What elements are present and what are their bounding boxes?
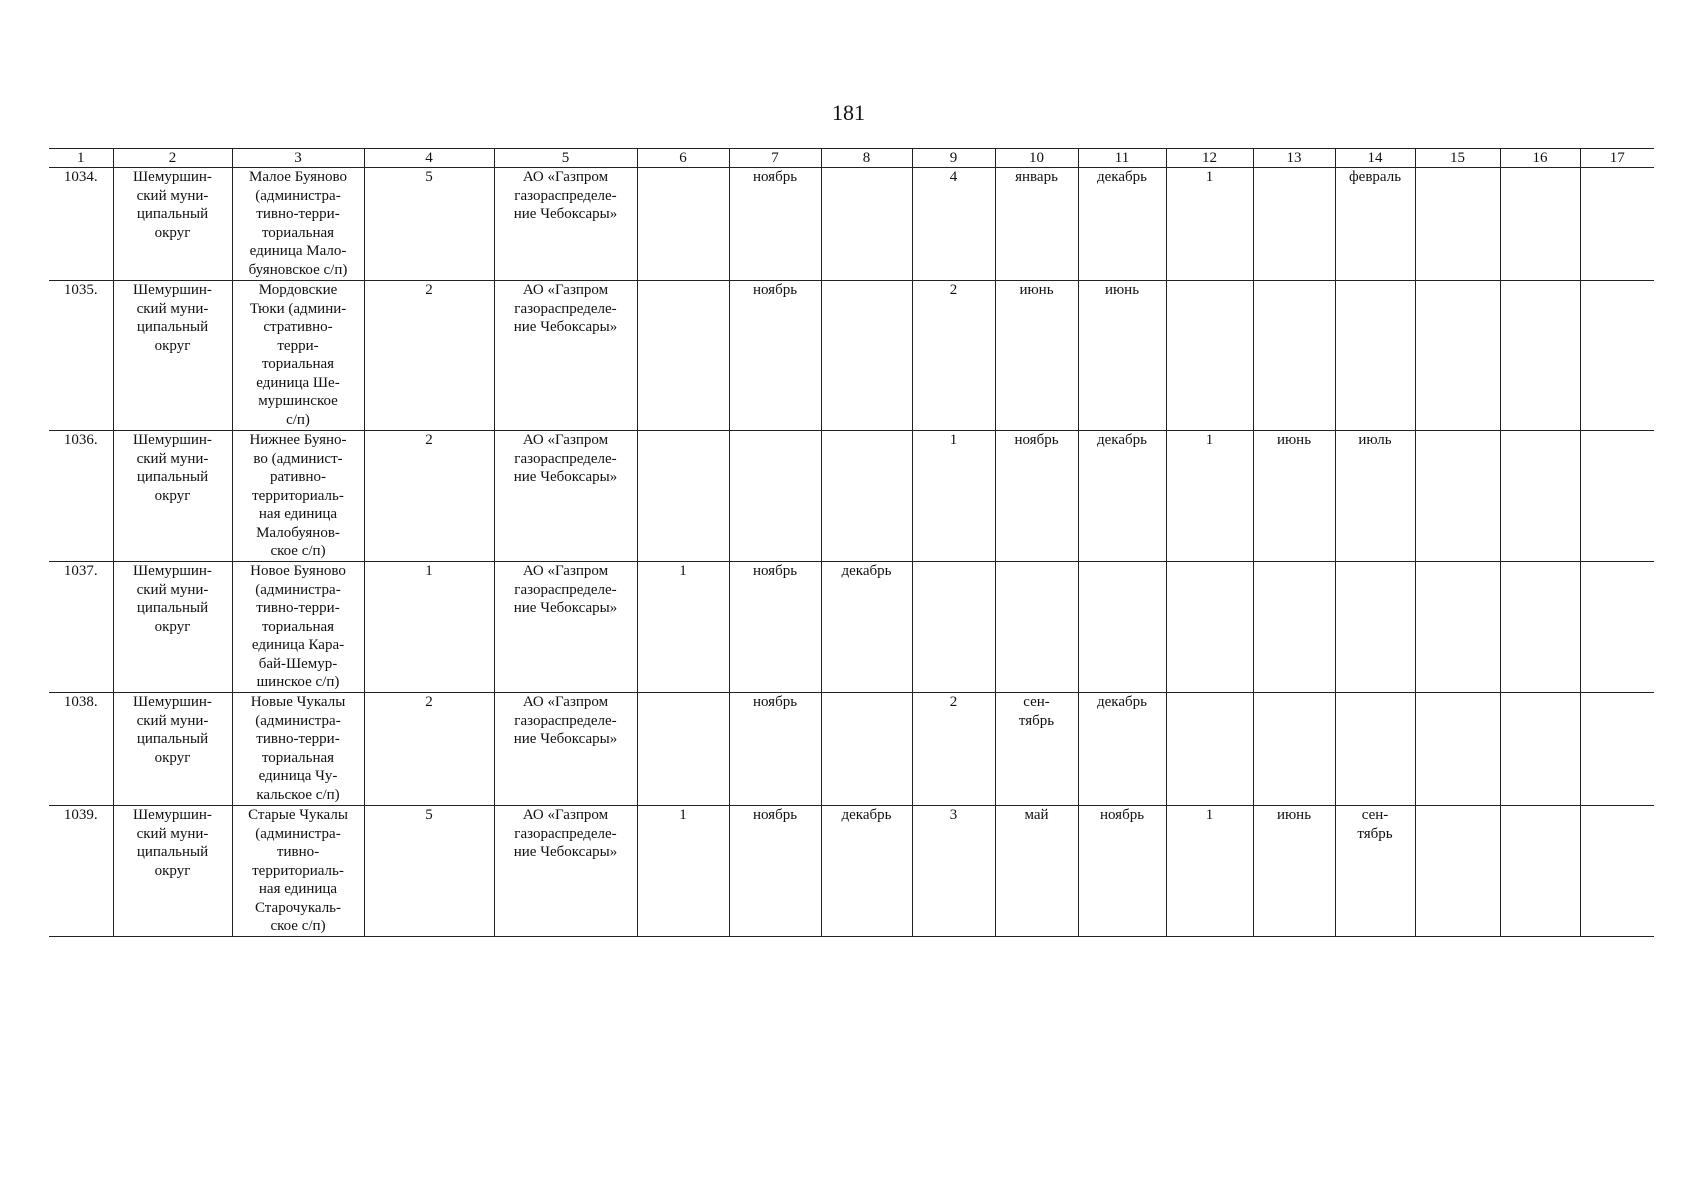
col9-cell: 2 [912,281,995,431]
column-header: 14 [1335,149,1415,168]
col17-cell [1580,168,1654,281]
col13-cell [1253,281,1335,431]
district-cell: Шемуршин- ский муни- ципальный округ [113,168,232,281]
count-cell: 2 [364,281,494,431]
column-header: 10 [995,149,1078,168]
col6-cell [637,168,729,281]
col15-cell [1415,693,1500,806]
col14-cell: февраль [1335,168,1415,281]
col17-cell [1580,431,1654,562]
col7-cell: ноябрь [729,562,821,693]
col13-cell: июнь [1253,431,1335,562]
col17-cell [1580,693,1654,806]
row-number: 1038. [49,693,113,806]
col16-cell [1500,693,1580,806]
col15-cell [1415,562,1500,693]
col14-cell [1335,281,1415,431]
count-cell: 2 [364,693,494,806]
col17-cell [1580,281,1654,431]
row-number: 1036. [49,431,113,562]
col12-cell: 1 [1166,806,1253,937]
col16-cell [1500,431,1580,562]
organization-cell: АО «Газпром газораспределе- ние Чебоксары» [494,693,637,806]
column-header: 1 [49,149,113,168]
table-row [49,431,1654,562]
organization-cell: АО «Газпром газораспределе- ние Чебоксары» [494,168,637,281]
col9-cell: 1 [912,431,995,562]
col11-cell: декабрь [1078,431,1166,562]
column-header: 7 [729,149,821,168]
row-number: 1037. [49,562,113,693]
col10-cell: январь [995,168,1078,281]
count-cell: 5 [364,806,494,937]
col13-cell [1253,693,1335,806]
col14-cell [1335,562,1415,693]
col10-cell: ноябрь [995,431,1078,562]
table-row [49,806,1654,937]
col8-cell [821,281,912,431]
column-header: 15 [1415,149,1500,168]
row-number: 1034. [49,168,113,281]
district-cell: Шемуршин- ский муни- ципальный округ [113,806,232,937]
col6-cell [637,281,729,431]
col10-cell: май [995,806,1078,937]
col16-cell [1500,806,1580,937]
data-table [49,148,1654,937]
column-header: 13 [1253,149,1335,168]
col9-cell: 4 [912,168,995,281]
col13-cell [1253,562,1335,693]
count-cell: 2 [364,431,494,562]
col10-cell: июнь [995,281,1078,431]
district-cell: Шемуршин- ский муни- ципальный округ [113,281,232,431]
table-row [49,168,1654,281]
column-header: 12 [1166,149,1253,168]
organization-cell: АО «Газпром газораспределе- ние Чебоксары» [494,281,637,431]
col14-cell: сен- тябрь [1335,806,1415,937]
column-header: 16 [1500,149,1580,168]
col12-cell: 1 [1166,431,1253,562]
col13-cell: июнь [1253,806,1335,937]
col16-cell [1500,168,1580,281]
col15-cell [1415,168,1500,281]
col7-cell: ноябрь [729,806,821,937]
column-header: 5 [494,149,637,168]
page-number: 181 [832,100,865,125]
column-header: 3 [232,149,364,168]
column-header: 17 [1580,149,1654,168]
col7-cell: ноябрь [729,281,821,431]
col12-cell: 1 [1166,168,1253,281]
col17-cell [1580,806,1654,937]
organization-cell: АО «Газпром газораспределе- ние Чебоксары» [494,806,637,937]
col14-cell: июль [1335,431,1415,562]
column-header: 11 [1078,149,1166,168]
column-header: 8 [821,149,912,168]
col10-cell [995,562,1078,693]
col11-cell: ноябрь [1078,806,1166,937]
district-cell: Шемуршин- ский муни- ципальный округ [113,431,232,562]
column-number-row [49,149,1654,168]
col8-cell: декабрь [821,806,912,937]
col8-cell [821,431,912,562]
table-body [49,168,1654,937]
col6-cell [637,693,729,806]
col13-cell [1253,168,1335,281]
settlement-cell: Малое Буяново (администра- тивно-терри- ториальная единица Мало- буяновское с/п) [232,168,364,281]
settlement-cell: Мордовские Тюки (админи- стративно- терри- ториальная единица Ше- муршинское с/п) [232,281,364,431]
col11-cell: декабрь [1078,693,1166,806]
count-cell: 5 [364,168,494,281]
column-header: 9 [912,149,995,168]
column-header: 2 [113,149,232,168]
col8-cell: декабрь [821,562,912,693]
col7-cell [729,431,821,562]
table-row [49,693,1654,806]
col11-cell: июнь [1078,281,1166,431]
col8-cell [821,168,912,281]
row-number: 1039. [49,806,113,937]
organization-cell: АО «Газпром газораспределе- ние Чебоксары» [494,431,637,562]
settlement-cell: Нижнее Буяно- во (админист- ративно- территориаль- ная единица Малобуянов- ское с/п) [232,431,364,562]
col10-cell: сен- тябрь [995,693,1078,806]
table-row [49,281,1654,431]
col6-cell: 1 [637,562,729,693]
col17-cell [1580,562,1654,693]
col12-cell [1166,693,1253,806]
col15-cell [1415,806,1500,937]
row-number: 1035. [49,281,113,431]
settlement-cell: Новые Чукалы (администра- тивно-терри- ториальная единица Чу- кальское с/п) [232,693,364,806]
district-cell: Шемуршин- ский муни- ципальный округ [113,562,232,693]
col12-cell [1166,562,1253,693]
col8-cell [821,693,912,806]
col9-cell: 3 [912,806,995,937]
col11-cell [1078,562,1166,693]
column-header: 6 [637,149,729,168]
settlement-cell: Новое Буяново (администра- тивно-терри- ториальная единица Кара- бай-Шемур- шинское с/п) [232,562,364,693]
col11-cell: декабрь [1078,168,1166,281]
col15-cell [1415,281,1500,431]
col16-cell [1500,281,1580,431]
col14-cell [1335,693,1415,806]
count-cell: 1 [364,562,494,693]
col7-cell: ноябрь [729,168,821,281]
col12-cell [1166,281,1253,431]
col6-cell [637,431,729,562]
col9-cell: 2 [912,693,995,806]
column-header: 4 [364,149,494,168]
organization-cell: АО «Газпром газораспределе- ние Чебоксары» [494,562,637,693]
district-cell: Шемуршин- ский муни- ципальный округ [113,693,232,806]
col16-cell [1500,562,1580,693]
table-row [49,562,1654,693]
col15-cell [1415,431,1500,562]
col6-cell: 1 [637,806,729,937]
col7-cell: ноябрь [729,693,821,806]
settlement-cell: Старые Чукалы (администра- тивно- территориаль- ная единица Старочукаль- ское с/п) [232,806,364,937]
col9-cell [912,562,995,693]
